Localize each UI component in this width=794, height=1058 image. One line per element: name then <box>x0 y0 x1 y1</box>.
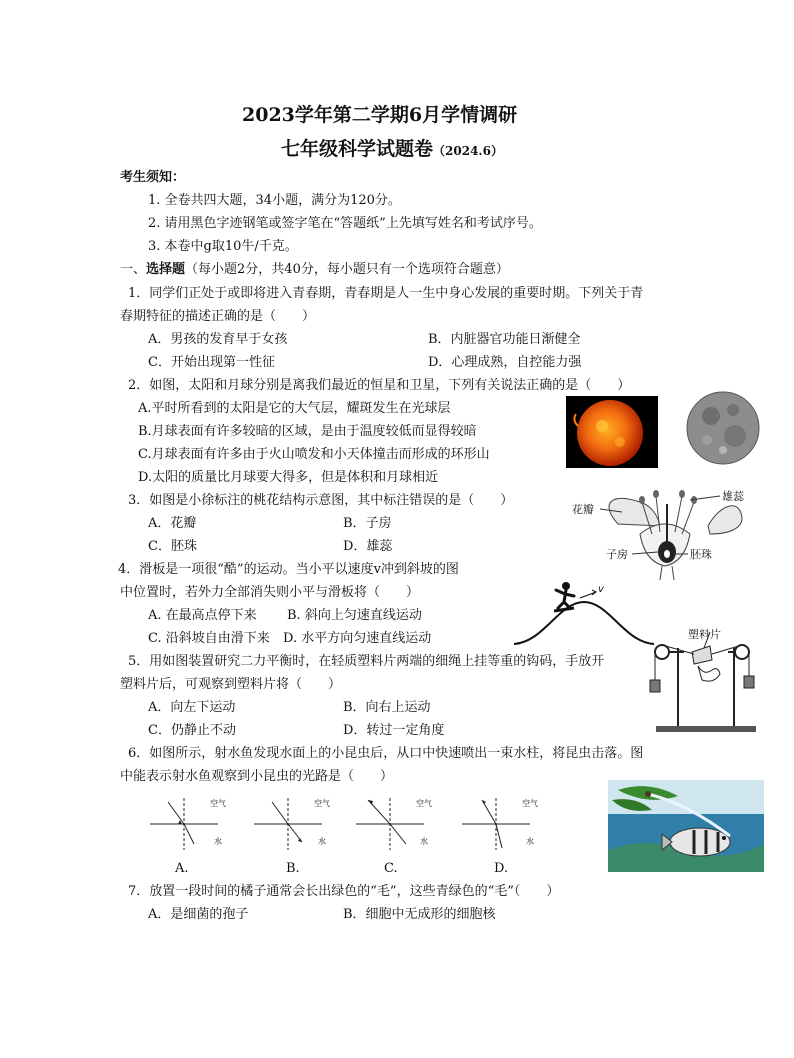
water-label: 水 <box>318 837 326 846</box>
q6-stem-cont: 中能表示射水鱼观察到小昆虫的光路是（ ） <box>120 769 394 784</box>
water-label: 水 <box>214 837 222 846</box>
q1-stem: 1．同学们正处于或即将进入青春期，青春期是人一生中身心发展的重要时期。下列关于青 <box>128 286 644 301</box>
exam-subtitle <box>281 134 503 161</box>
light-path-diagram-d <box>460 794 544 854</box>
q4-option-a: A. 在最高点停下来 <box>148 608 257 623</box>
q3-option-c: C．胚珠 <box>148 539 197 554</box>
light-path-diagram-a <box>148 794 232 854</box>
section-note: （每小题2分，共40分，每小题只有一个选项符合题意） <box>185 262 509 277</box>
diagram-letter-a: A. <box>175 861 189 876</box>
air-label: 空气 <box>210 799 226 808</box>
water-label: 水 <box>526 837 534 846</box>
q4-option-d: D. 水平方向匀速直线运动 <box>283 631 432 646</box>
sun-image <box>566 396 658 468</box>
diagram-letter-b: B. <box>286 861 300 876</box>
diagram-letter-d: D. <box>494 861 509 876</box>
section-name: 选择题 <box>146 262 186 277</box>
q5-option-c: C．仍静止不动 <box>148 723 236 738</box>
q1-option-b: B．内脏器官功能日渐健全 <box>428 332 581 347</box>
q5-stem-cont: 塑料片后，可观察到塑料片将（ ） <box>120 677 342 692</box>
q3-option-a: A．花瓣 <box>148 516 197 531</box>
q1-stem-cont: 春期特征的描述正确的是（ ） <box>120 309 316 324</box>
q2-option-a: A.平时所看到的太阳是它的大气层，耀斑发生在光球层 <box>138 401 451 416</box>
label-ovule: 胚珠 <box>690 548 712 561</box>
air-label: 空气 <box>416 799 432 808</box>
section-heading <box>120 262 509 278</box>
skateboard-figure <box>514 578 654 648</box>
label-stamen: 雄蕊 <box>722 490 744 503</box>
air-label: 空气 <box>522 799 538 808</box>
exam-subtitle-text: 七年级科学试题卷 <box>281 138 434 160</box>
q3-option-b: B．子房 <box>343 516 392 531</box>
velocity-label: v <box>598 584 604 595</box>
q3-stem: 3．如图是小徐标注的桃花结构示意图，其中标注错误的是（ ） <box>128 493 514 508</box>
notice-item: 3. 本卷中g取10牛/千克。 <box>148 239 298 254</box>
q6-stem: 6．如图所示，射水鱼发现水面上的小昆虫后，从口中快速喷出一束水柱，将昆虫击落。图 <box>128 746 644 761</box>
balance-apparatus <box>648 626 760 736</box>
q2-stem: 2．如图，太阳和月球分别是离我们最近的恒星和卫星，下列有关说法正确的是（ ） <box>128 378 631 393</box>
q4-stem: 4．滑板是一项很“酷”的运动。当小平以速度v冲到斜坡的图 <box>118 562 459 577</box>
peach-flower-diagram <box>570 484 775 582</box>
diagram-letter-c: C. <box>384 861 398 876</box>
q1-option-d: D．心理成熟，自控能力强 <box>428 355 582 370</box>
q5-option-d: D．转过一定角度 <box>343 723 445 738</box>
water-label: 水 <box>420 837 428 846</box>
plastic-sheet-label: 塑料片 <box>688 628 721 641</box>
q1-option-a: A．男孩的发育早于女孩 <box>148 332 288 347</box>
q2-option-d: D.太阳的质量比月球要大得多，但是体积和月球相近 <box>138 470 439 485</box>
notice-item: 2. 请用黑色字迹钢笔或签字笔在“答题纸”上先填写姓名和考试序号。 <box>148 216 542 231</box>
light-path-diagram-b <box>252 794 336 854</box>
moon-image <box>683 388 763 468</box>
q2-option-b: B.月球表面有许多较暗的区域，是由于温度较低而显得较暗 <box>138 424 477 439</box>
q4-option-c: C. 沿斜坡自由滑下来 <box>148 631 270 646</box>
exam-title: 2023学年第二学期6月学情调研 <box>242 104 518 126</box>
q4-stem-cont: 中位置时，若外力全部消失则小平与滑板将（ ） <box>120 585 420 600</box>
q5-option-a: A．向左下运动 <box>148 700 236 715</box>
archer-fish-image <box>608 780 764 872</box>
q1-option-c: C．开始出现第一性征 <box>148 355 275 370</box>
exam-date: （2024.6） <box>433 144 503 158</box>
section-prefix: 一、 <box>120 262 147 277</box>
q5-option-b: B．向右上运动 <box>343 700 431 715</box>
q2-option-c: C.月球表面有许多由于火山喷发和小天体撞击而形成的环形山 <box>138 447 490 462</box>
label-petal: 花瓣 <box>572 503 594 516</box>
label-ovary: 子房 <box>606 548 628 561</box>
air-label: 空气 <box>314 799 330 808</box>
q7-stem: 7．放置一段时间的橘子通常会长出绿色的“毛”，这些青绿色的“毛”（ ） <box>128 884 560 899</box>
light-path-diagram-c <box>354 794 438 854</box>
q7-option-b: B．细胞中无成形的细胞核 <box>343 907 496 922</box>
q5-stem: 5．用如图装置研究二力平衡时，在轻质塑料片两端的细绳上挂等重的钩码，手放开 <box>128 654 605 669</box>
notice-heading: 考生须知： <box>120 170 186 185</box>
q3-option-d: D．雄蕊 <box>343 539 393 554</box>
notice-item: 1. 全卷共四大题，34小题，满分为120分。 <box>148 193 401 208</box>
q7-option-a: A．是细菌的孢子 <box>148 907 249 922</box>
q4-option-b: B. 斜向上匀速直线运动 <box>287 608 422 623</box>
